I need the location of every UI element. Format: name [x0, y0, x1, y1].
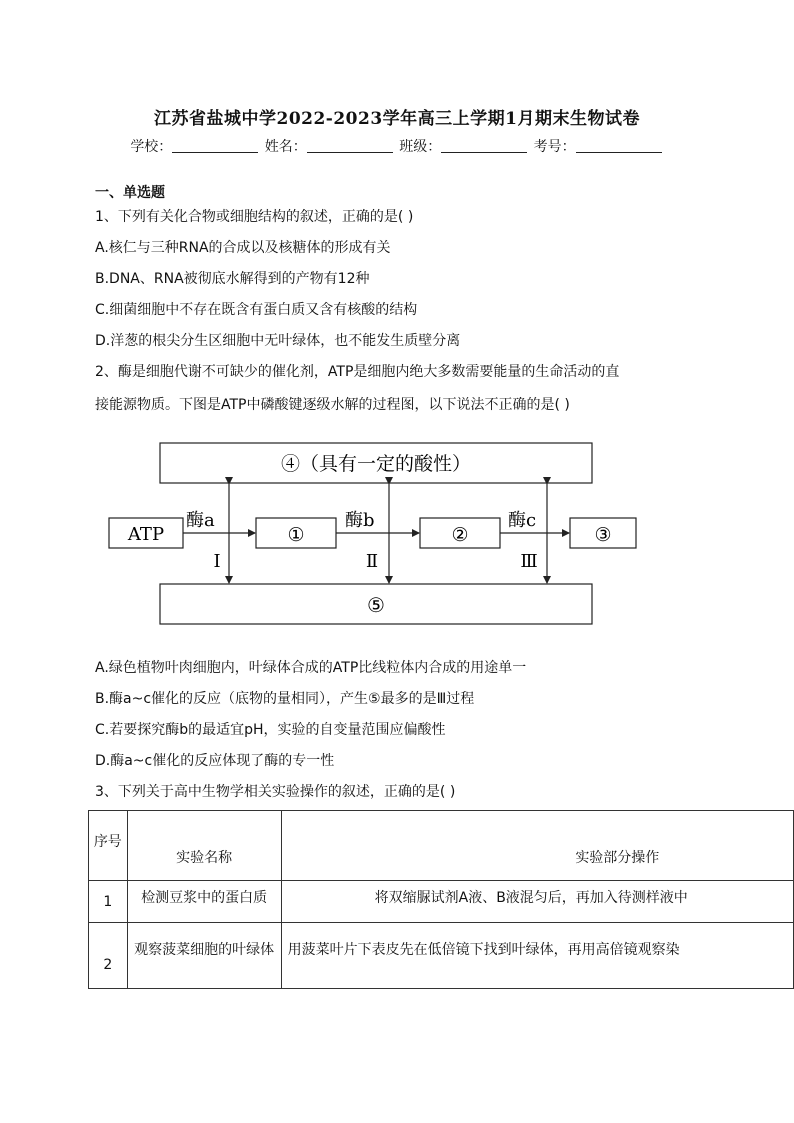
exam-title: 江苏省盐城中学2022-2023学年高三上学期1月期末生物试卷	[153, 109, 640, 129]
atp-hydrolysis-diagram	[105, 438, 640, 628]
product5-label: ⑤	[367, 593, 385, 617]
row2-name: 观察菠菜细胞的叶绿体	[127, 923, 281, 989]
step3-label: Ⅲ	[520, 551, 538, 572]
q2-stem-line1: 2、酶是细胞代谢不可缺少的催化剂，ATP是细胞内绝大多数需要能量的生命活动的直	[95, 364, 620, 380]
q1-option-c[interactable]: C.细菌细胞中不存在既含有蛋白质又含有核酸的结构	[95, 302, 418, 318]
atp-label: ATP	[127, 524, 165, 545]
q3-stem: 3、下列关于高中生物学相关实验操作的叙述，正确的是( )	[95, 784, 456, 800]
q2-option-a[interactable]: A.绿色植物叶肉细胞内，叶绿体合成的ATP比线粒体内合成的用途单一	[95, 660, 527, 676]
row2-index: 2	[89, 923, 128, 989]
product2-label: ②	[451, 524, 469, 546]
step2-label: Ⅱ	[365, 551, 379, 572]
q1-option-d[interactable]: D.洋葱的根尖分生区细胞中无叶绿体，也不能发生质壁分离	[95, 333, 461, 349]
row1-name: 检测豆浆中的蛋白质	[127, 881, 281, 923]
q2-option-d[interactable]: D.酶a~c催化的反应体现了酶的专一性	[95, 753, 335, 769]
row1-index: 1	[89, 881, 128, 923]
q2-stem-line2: 接能源物质。下图是ATP中磷酸键逐级水解的过程图，以下说法不正确的是( )	[95, 397, 570, 413]
enzyme-b-label: 酶b	[345, 510, 375, 531]
enzyme-a-label: 酶a	[186, 510, 215, 531]
table-row	[89, 923, 794, 989]
table-row	[89, 881, 794, 923]
experiment-table-wrapper	[88, 810, 794, 990]
number-label: 考号：	[533, 139, 576, 155]
name-blank[interactable]	[307, 138, 393, 153]
table-header-row	[89, 811, 794, 881]
experiment-table	[88, 810, 794, 989]
step1-label: Ⅰ	[213, 551, 221, 572]
school-label: 学校：	[130, 139, 173, 155]
q2-option-c[interactable]: C.若要探究酶b的最适宜pH，实验的自变量范围应偏酸性	[95, 722, 446, 738]
header-operation: 实验部分操作	[281, 811, 793, 881]
class-label: 班级：	[399, 139, 442, 155]
row2-operation: 用菠菜叶片下表皮先在低倍镜下找到叶绿体，再用高倍镜观察染	[281, 923, 793, 989]
school-blank[interactable]	[172, 138, 258, 153]
enzyme-c-label: 酶c	[508, 510, 537, 531]
product3-label: ③	[594, 524, 612, 546]
acid-box-label: ④（具有一定的酸性）	[280, 453, 472, 475]
product1-label: ①	[287, 524, 305, 546]
class-blank[interactable]	[441, 138, 527, 153]
q1-option-b[interactable]: B.DNA、RNA被彻底水解得到的产物有12种	[95, 271, 370, 287]
q2-option-b[interactable]: B.酶a~c催化的反应（底物的量相同），产生⑤最多的是Ⅲ过程	[95, 691, 475, 707]
name-label: 姓名：	[264, 139, 307, 155]
section-heading: 一、单选题	[95, 185, 165, 201]
header-index: 序号	[89, 811, 128, 881]
header-experiment-name: 实验名称	[127, 811, 281, 881]
q1-stem: 1、下列有关化合物或细胞结构的叙述，正确的是( )	[95, 209, 414, 225]
q1-option-a[interactable]: A.核仁与三种RNA的合成以及核糖体的形成有关	[95, 240, 391, 256]
row1-operation: 将双缩脲试剂A液、B液混匀后，再加入待测样液中	[281, 881, 793, 923]
number-blank[interactable]	[576, 138, 662, 153]
student-info-line	[0, 136, 794, 156]
